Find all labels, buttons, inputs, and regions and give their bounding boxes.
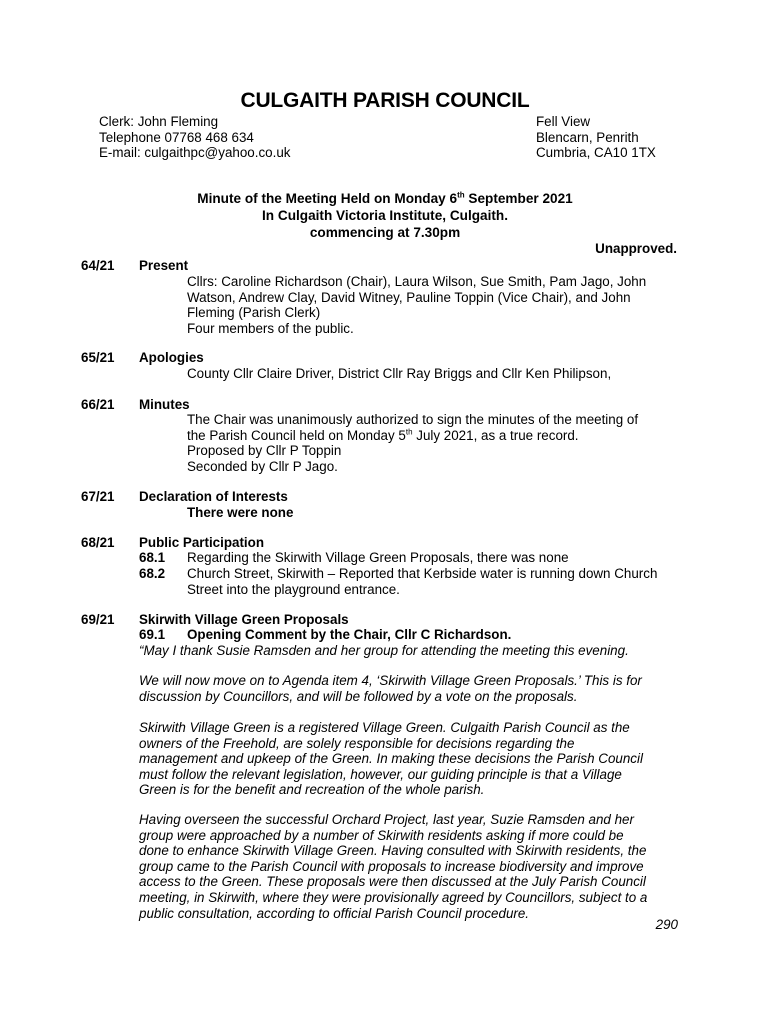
present-line: Fleming (Parish Clerk) (187, 305, 321, 321)
minute-heading: Present (139, 258, 189, 273)
meeting-time: commencing at 7.30pm (309, 225, 461, 240)
minute-heading: Declaration of Interests (139, 489, 288, 504)
clerk-name: Clerk: John Fleming (99, 114, 219, 129)
page-number: 290 (655, 917, 678, 932)
apologies-text: County Cllr Claire Driver, District Cllr Ray Briggs and Cllr Ken Philipson, (187, 366, 612, 381)
paragraph-line: management and upkeep of the Green. In making these decisions the Parish Council (139, 751, 643, 767)
paragraph-line: public consultation, according to official Parish Council procedure. (139, 905, 530, 921)
minute-number: 64/21 (81, 258, 115, 273)
address-line: Cumbria, CA10 1TX (536, 145, 656, 161)
minute-heading: Public Participation (139, 535, 265, 550)
minutes-body (187, 412, 679, 474)
minute-heading: Apologies (139, 350, 204, 365)
minute-number: 66/21 (81, 397, 115, 412)
meeting-heading (0, 190, 770, 241)
paragraph-line: access to the Green. These proposals were then discussed at the July Parish Council (139, 874, 646, 890)
seconded-by: Seconded by Cllr P Jago. (187, 458, 338, 474)
present-line: Watson, Andrew Clay, David Witney, Pauline Toppin (Vice Chair), and John (187, 289, 631, 305)
paragraph-line: Having overseen the successful Orchard Project, last year, Suzie Ramsden and her (139, 812, 634, 827)
meeting-date-text: September 2021 (464, 191, 573, 206)
present-line: Cllrs: Caroline Richardson (Chair), Laura Wilson, Sue Smith, Pam Jago, John (187, 274, 647, 289)
paragraph-line: done to enhance Skirwith Village Green. Having consulted with Skirwith residents, the (139, 843, 647, 859)
interests-text: There were none (187, 505, 294, 520)
paragraph-line: meeting, in Skirwith, where they were provisionally agreed by Councillors, subject to a (139, 889, 648, 905)
statement-paragraph (139, 812, 679, 921)
item-number: 69.1 (139, 627, 166, 642)
minute-heading: Minutes (139, 397, 190, 412)
paragraph-line: We will now move on to Agenda item 4, ‘Skirwith Village Green Proposals.’ This is for (139, 673, 642, 688)
proposed-by: Proposed by Cllr P Toppin (187, 443, 342, 459)
present-line: Four members of the public. (187, 320, 354, 336)
meeting-venue: In Culgaith Victoria Institute, Culgaith. (262, 208, 508, 223)
item-number: 68.2 (139, 566, 166, 581)
minutes-line: The Chair was unanimously authorized to sign the minutes of the meeting of (187, 412, 639, 427)
clerk-address (536, 114, 656, 161)
item-heading: Opening Comment by the Chair, Cllr C Richardson. (187, 627, 512, 642)
present-list (187, 274, 679, 336)
minute-number: 69/21 (81, 612, 115, 627)
item-text: Regarding the Skirwith Village Green Proposals, there was none (187, 550, 569, 565)
paragraph-line: Skirwith Village Green is a registered Village Green. Culgaith Parish Council as the (139, 720, 630, 735)
meeting-date-text: Minute of the Meeting Held on Monday 6 (197, 191, 458, 206)
statement-paragraph (139, 720, 679, 798)
paragraph-line: must follow the relevant legislation, however, our guiding principle is that a Village (139, 766, 622, 782)
clerk-contact (99, 114, 290, 161)
paragraph-line: discussion by Councillors, and will be followed by a vote on the proposals. (139, 688, 578, 704)
paragraph-line: Green is for the benefit and recreation of the whole parish. (139, 782, 485, 798)
clerk-email: E-mail: culgaithpc@yahoo.co.uk (99, 145, 291, 161)
chair-quote: “May I thank Susie Ramsden and her group for attending the meeting this evening. (139, 643, 629, 658)
ordinal-suffix: th (457, 190, 465, 200)
paragraph-line: group were approached by a number of Skirwith residents asking if more could be (139, 827, 624, 843)
item-number: 68.1 (139, 550, 166, 565)
ordinal-suffix: th (405, 427, 413, 437)
address-line: Fell View (536, 114, 591, 129)
minutes-line: July 2021, as a true record. (412, 427, 579, 443)
minutes-line: the Parish Council held on Monday 5 (187, 427, 406, 443)
clerk-telephone: Telephone 07768 468 634 (99, 129, 254, 145)
paragraph-line: group came to the Parish Council with proposals to increase biodiversity and improve (139, 858, 644, 874)
item-line: Street into the playground entrance. (187, 581, 400, 597)
minute-number: 68/21 (81, 535, 115, 550)
paragraph-line: owners of the Freehold, are solely responsible for decisions regarding the (139, 735, 575, 751)
item-text (187, 566, 679, 597)
statement-paragraph (139, 673, 679, 704)
item-line: Church Street, Skirwith – Reported that Kerbside water is running down Church (187, 566, 658, 581)
minute-number: 65/21 (81, 350, 115, 365)
approval-status: Unapproved. (595, 241, 677, 256)
address-line: Blencarn, Penrith (536, 129, 639, 145)
minute-heading: Skirwith Village Green Proposals (139, 612, 349, 627)
council-title: CULGAITH PARISH COUNCIL (240, 89, 530, 112)
minute-number: 67/21 (81, 489, 115, 504)
